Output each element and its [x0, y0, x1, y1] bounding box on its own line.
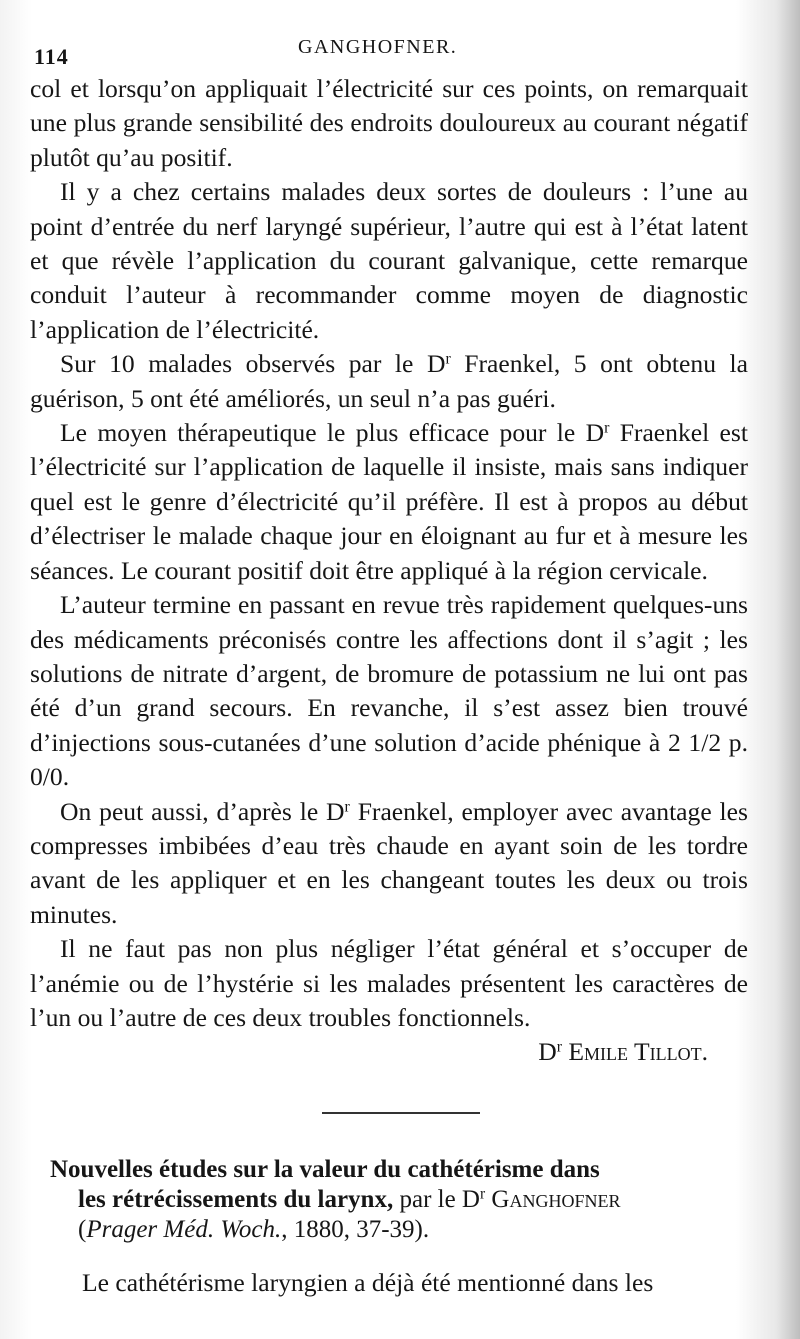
running-head: [30, 30, 750, 70]
running-title: GANGHOFNER.: [298, 36, 458, 58]
paragraph-two-kinds-of-pain: Il y a chez certains malades deux sortes de douleurs : l’une au point d’entrée du nerf laryngé supérieur, l’autre qui est à l’état latent et que révèle l’application du courant galvanique, cette remarque conduit l’auteur à recommander comme moyen de diagnostic l’application de l’électricité.: [30, 177, 748, 344]
page-number: 114: [34, 44, 69, 69]
heading-citation: (Prager Méd. Woch., 1880, 37-39).: [78, 1216, 430, 1243]
section-heading: [50, 1155, 750, 1245]
article-body: [30, 72, 748, 1070]
signature: $D^r$ Emile Tillot.: [538, 1037, 708, 1067]
heading-line-1: Nouvelles études sur la valeur du cathétérisme dans: [50, 1156, 600, 1183]
paragraph-continuation: col et lorsqu’on appliquait l’électricité sur ces points, on remarquait une plus grande sensibilité des endroits douloureux au courant négatif plutôt qu’au positif.: [30, 74, 748, 172]
section-divider: [322, 1112, 480, 1114]
paragraph-general-state: Il ne faut pas non plus négliger l’état général et s’occuper de l’anémie ou de l’hystérie si les malades présentent les caractères de l’un ou l’autre de ces deux troubles fonctionnels.: [30, 934, 748, 1032]
paragraph-results: Sur 10 malades observés par le $D^r$ Fraenkel, 5 ont obtenu la guérison, 5 ont été améliorés, un seul n’a pas guéri.: [30, 349, 748, 413]
paragraph-therapy: Le moyen thérapeutique le plus efficace pour le $D^r$ Fraenkel est l’électricité sur l’application de laquelle il insiste, mais sans indiquer quel est le genre d’électricité qu’il préfère. Il est à propos au début d’électriser le malade chaque jour en éloignant au fur et à mesure les séances. Le courant positif doit être appliqué à la région cervicale.: [30, 418, 748, 585]
paragraph-catheterism-start: Le cathétérisme laryngien a déjà été mentionné dans les: [82, 1268, 654, 1297]
paragraph-compresses: On peut aussi, d’après le $D^r$ Fraenkel, employer avec avantage les compresses imbibées d’eau très chaude en ayant soin de les tordre avant de les appliquer et en les changeant toutes les deux ou trois minutes.: [30, 796, 748, 929]
paragraph-medications: L’auteur termine en passant en revue très rapidement quelques-uns des médicaments préconisés contre les affections dont il s’agit ; les solutions de nitrate d’argent, de bromure de potassium ne lui ont pas été d’un grand secours. En revanche, il s’est assez bien trouvé d’injections sous-cutanées d’une solution d’acide phénique à 2 1/2 p. 0/0.: [30, 590, 748, 792]
heading-line-2: les rétrécissements du larynx, par le $D^r$ Ganghofner: [78, 1185, 621, 1213]
